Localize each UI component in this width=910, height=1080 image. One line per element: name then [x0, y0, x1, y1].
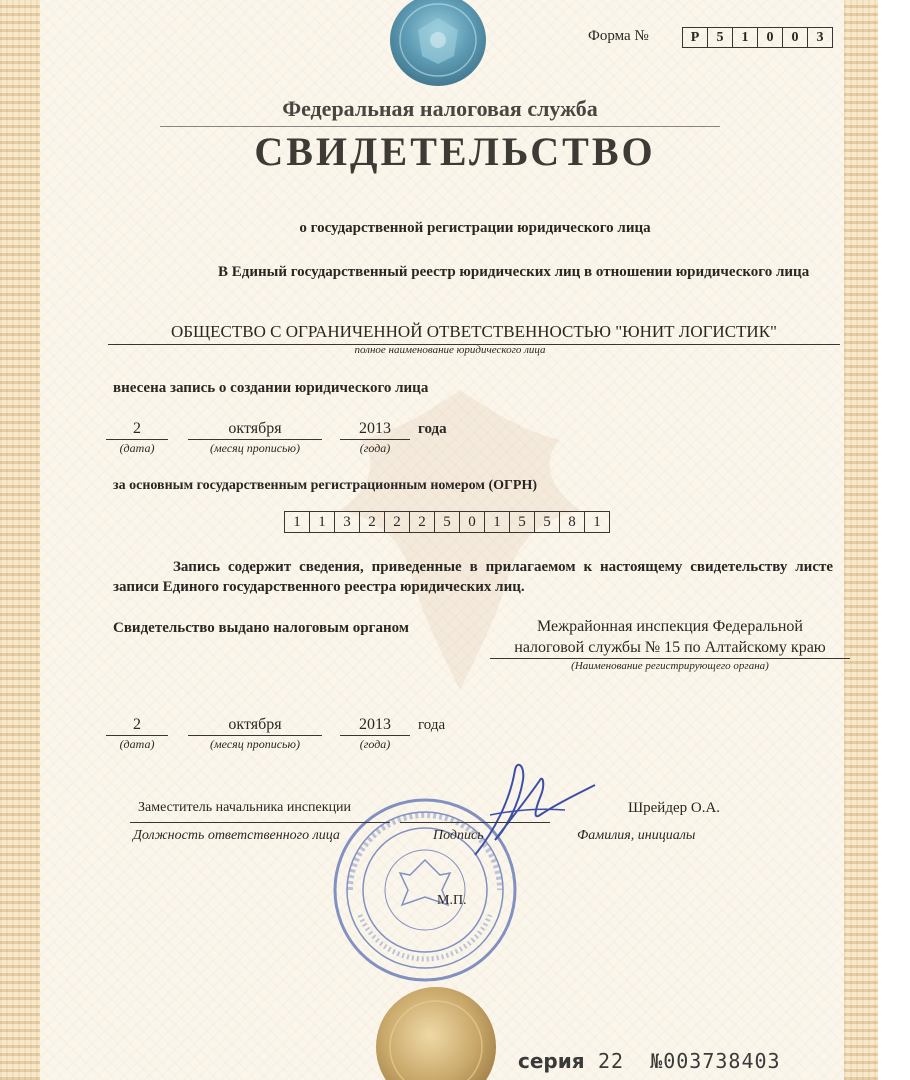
- ogrn-digit: 1: [309, 512, 334, 532]
- ogrn-digit: 1: [293, 514, 301, 530]
- year-caption: (года): [359, 441, 391, 455]
- ogrn-digit: 1: [484, 512, 509, 532]
- scan-margin: [878, 0, 910, 1080]
- issue-year-caption: (года): [359, 737, 391, 751]
- intro-text: В Единый государственный реестр юридических лиц в отношении юридического лица: [218, 264, 810, 280]
- ogrn-digit: 3: [334, 512, 359, 532]
- registration-day: 2: [106, 420, 168, 440]
- registration-month: октября: [188, 420, 322, 440]
- issued-by-label: Свидетельство выдано налоговым органом: [113, 620, 410, 636]
- ogrn-digit: 5: [509, 512, 534, 532]
- entity-name-caption: полное наименование юридического лица: [354, 344, 546, 356]
- ogrn-digit: 2: [384, 512, 409, 532]
- document-subtitle: о государственной регистрации юридического лица: [299, 220, 651, 236]
- series-number: [598, 1049, 781, 1073]
- hologram-emblem-icon: [388, 0, 488, 88]
- authority-line-1: Межрайонная инспекция Федеральной: [537, 618, 803, 635]
- ogrn-digit: 8: [559, 512, 584, 532]
- signature-underline: [400, 822, 550, 823]
- signatory-name-caption: Фамилия, инициалы: [577, 828, 696, 843]
- series-label: серия: [518, 1049, 585, 1073]
- form-code-char: 0: [757, 28, 782, 47]
- seal-mark: М.П.: [437, 893, 467, 908]
- issue-month-caption: (месяц прописью): [210, 737, 300, 751]
- signatory-position: Заместитель начальника инспекции: [138, 800, 352, 815]
- signatory-position-caption: Должность ответственного лица: [133, 828, 340, 843]
- series-value: 22: [598, 1049, 625, 1073]
- issuer-underline: [160, 126, 720, 127]
- form-label: Форма №: [588, 28, 649, 44]
- ogrn-boxes: [284, 511, 610, 533]
- registration-year-suffix: года: [418, 421, 447, 437]
- day-caption: (дата): [119, 441, 155, 455]
- ornamental-border-left: [0, 0, 40, 1080]
- entity-name: ОБЩЕСТВО С ОГРАНИЧЕННОЙ ОТВЕТСТВЕННОСТЬЮ "ЮНИТ ЛОГИСТИК": [108, 322, 840, 345]
- authority-line-2: налоговой службы № 15 по Алтайскому краю: [490, 639, 850, 659]
- form-code-char: 5: [707, 28, 732, 47]
- ornamental-border-right: [844, 0, 878, 1080]
- issue-month: октября: [188, 716, 322, 736]
- ogrn-digit: 2: [359, 512, 384, 532]
- ogrn-digit: 5: [434, 512, 459, 532]
- form-code-char: 1: [732, 28, 757, 47]
- ogrn-digit: 0: [459, 512, 484, 532]
- signature-caption: Подпись: [433, 828, 484, 843]
- form-code-char: 0: [782, 28, 807, 47]
- month-caption: (месяц прописью): [210, 441, 300, 455]
- document-title: СВИДЕТЕЛЬСТВО: [254, 129, 656, 174]
- position-underline: [130, 822, 390, 823]
- signatory-name: Шрейдер О.А.: [628, 800, 721, 816]
- certificate-number: №003738403: [650, 1049, 781, 1073]
- form-code-char: Р: [690, 30, 700, 45]
- ogrn-digit: 5: [534, 512, 559, 532]
- issue-day: 2: [106, 716, 168, 736]
- record-text: Запись содержит сведения, приведенные в прилагаемом к настоящему свидетельству листе записи Единого государственного реестра юридических лиц.: [113, 559, 833, 595]
- signature-icon: [455, 760, 605, 860]
- issue-year: 2013: [340, 716, 410, 736]
- entry-created-text: внесена запись о создании юридического лица: [113, 380, 429, 396]
- issue-year-suffix: года: [418, 717, 446, 733]
- ogrn-digit: 1: [584, 512, 609, 532]
- authority-caption: (Наименование регистрирующего органа): [571, 660, 769, 672]
- form-code-char: 3: [807, 28, 832, 47]
- ogrn-digit: 2: [409, 512, 434, 532]
- issuer-name: Федеральная налоговая служба: [282, 96, 598, 121]
- form-code-boxes: [682, 27, 833, 48]
- ogrn-label: за основным государственным регистрационным номером (ОГРН): [113, 478, 538, 493]
- gold-hologram-icon: [376, 985, 496, 1080]
- issue-day-caption: (дата): [119, 737, 155, 751]
- registration-year: 2013: [340, 420, 410, 440]
